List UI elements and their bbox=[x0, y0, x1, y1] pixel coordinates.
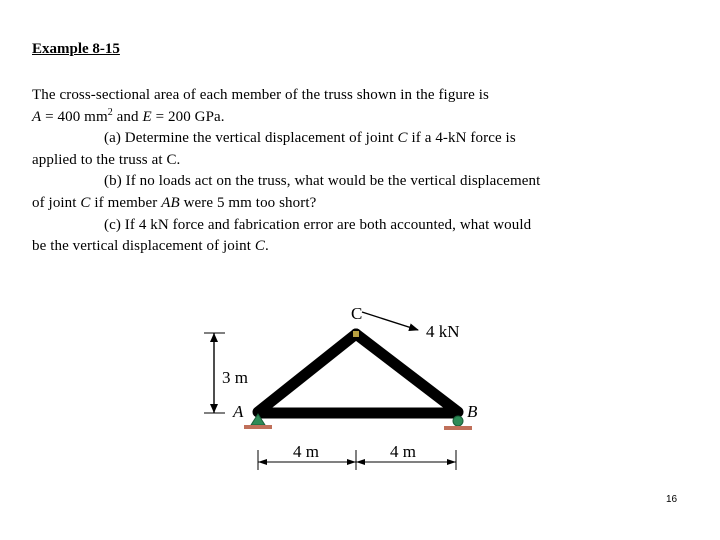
area-symbol: A bbox=[32, 108, 42, 125]
modulus-symbol: E bbox=[142, 108, 152, 125]
problem-line-1: The cross-sectional area of each member of the truss shown in the figure is bbox=[32, 87, 489, 103]
part-b-line-1: (b) If no loads act on the truss, what would be the vertical displacement bbox=[104, 173, 541, 190]
area-exponent: 2 bbox=[107, 106, 113, 118]
part-b-line-2: of joint C if member AB were 5 mm too short? bbox=[32, 194, 317, 211]
part-a-line-1: (a) Determine the vertical displacement of joint C if a 4-kN force is bbox=[104, 130, 516, 147]
member-bc bbox=[356, 334, 458, 412]
part-c-line-2: be the vertical displacement of joint C. bbox=[32, 238, 269, 255]
span-dimension bbox=[258, 450, 456, 470]
height-label: 3 m bbox=[222, 368, 248, 387]
span-left-label: 4 m bbox=[293, 442, 319, 461]
part-a-line-2: applied to the truss at C. bbox=[32, 151, 181, 168]
span-right-label: 4 m bbox=[390, 442, 416, 461]
joint-a-label: A bbox=[233, 402, 244, 421]
joint-c-label: C bbox=[351, 304, 363, 323]
part-c-line-1: (c) If 4 kN force and fabrication error are both accounted, what would bbox=[104, 216, 532, 233]
page-number: 16 bbox=[666, 494, 678, 505]
problem-line-2: A = 400 $mm^2$ and E = 200 GPa. bbox=[32, 106, 225, 125]
member-ac bbox=[258, 334, 356, 412]
load-arrow bbox=[362, 312, 418, 330]
example-title: Example 8-15 bbox=[32, 41, 120, 57]
truss-members bbox=[258, 334, 458, 413]
joint-c-marker bbox=[353, 331, 359, 337]
load-label: 4 kN bbox=[426, 322, 460, 341]
joint-b-label: B bbox=[467, 402, 478, 421]
